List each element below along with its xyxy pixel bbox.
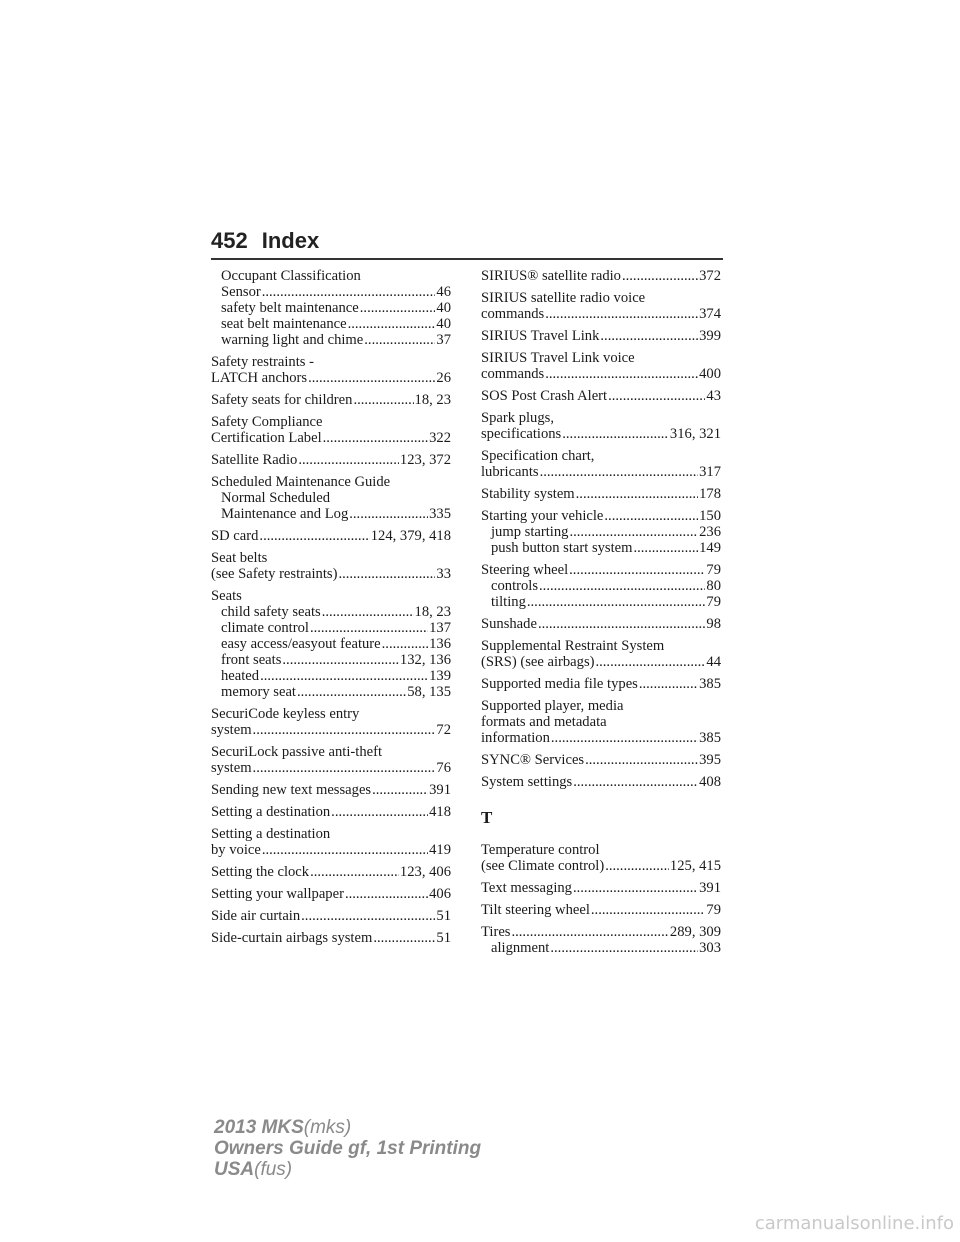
entry-text: information (481, 730, 550, 746)
entry-text: tilting (491, 594, 526, 610)
entry-text: Stability system (481, 486, 575, 502)
entry-text: easy access/easyout feature (221, 636, 381, 652)
leader-dots (298, 452, 399, 468)
page-ref[interactable]: 399 (699, 328, 721, 344)
page-ref[interactable]: 40 (436, 316, 451, 332)
index-entry-setting-wallpaper (211, 886, 451, 902)
footer-region: USA (214, 1159, 255, 1180)
index-entry-text-messaging (481, 880, 721, 896)
entry-text: Side air curtain (211, 908, 301, 924)
leader-dots (260, 668, 428, 684)
page-ref[interactable]: 46 (436, 284, 451, 300)
leader-dots (308, 370, 435, 386)
entry-text: (see Safety restraints) (211, 566, 338, 582)
entry-text: Supplemental Restraint System (481, 638, 665, 654)
leader-dots (595, 654, 705, 670)
entry-line (221, 268, 451, 284)
index-entry-sending-text (211, 782, 451, 798)
entry-text: SYNC® Services (481, 752, 585, 768)
entry-text: SecuriCode keyless entry (211, 706, 360, 722)
entry-text: SIRIUS satellite radio voice (481, 290, 646, 306)
index-entry-safety-compliance (211, 414, 451, 446)
index-column-right (481, 268, 721, 962)
page-ref[interactable]: 385 (699, 676, 721, 692)
entry-text: Steering wheel (481, 562, 569, 578)
leader-dots (633, 540, 698, 556)
entry-text: system (211, 722, 252, 738)
index-entry-sirius-travel-voice (481, 350, 721, 382)
page-ref[interactable]: 374 (699, 306, 721, 322)
entry-text: Tires (481, 924, 511, 940)
entry-text: alignment (491, 940, 550, 956)
index-entry-setting-clock (211, 864, 451, 880)
entry-line (221, 284, 451, 300)
leader-dots (297, 684, 406, 700)
index-entry-stability (481, 486, 721, 502)
subentry-line (221, 316, 451, 332)
leader-dots (348, 316, 436, 332)
page-ref[interactable]: 385 (699, 730, 721, 746)
entry-text: Supported media file types (481, 676, 638, 692)
page-header (211, 228, 319, 254)
leader-dots (360, 300, 436, 316)
leader-dots (545, 306, 698, 322)
entry-text: push button start system (491, 540, 633, 556)
index-entry-sync (481, 752, 721, 768)
leader-dots (301, 908, 435, 924)
leader-dots (608, 388, 705, 404)
index-entry-tilt (481, 902, 721, 918)
entry-text: Satellite Radio (211, 452, 298, 468)
entry-text: SIRIUS® satellite radio (481, 268, 621, 284)
leader-dots (585, 752, 698, 768)
entry-text: Tilt steering wheel (481, 902, 590, 918)
page-ref[interactable]: 79 (706, 902, 721, 918)
leader-dots (545, 366, 698, 382)
entry-text: seat belt maintenance (221, 316, 347, 332)
leader-dots (373, 930, 435, 946)
entry-text: SecuriLock passive anti-theft (211, 744, 383, 760)
leader-dots (353, 392, 413, 408)
index-entry-spec-chart (481, 448, 721, 480)
index-entry-steering (481, 562, 721, 610)
page-ref[interactable]: 139 (429, 668, 451, 684)
index-entry-side-curtain-airbags (211, 930, 451, 946)
page-ref[interactable]: 137 (429, 620, 451, 636)
leader-dots (331, 804, 428, 820)
entry-text: Starting your vehicle (481, 508, 604, 524)
index-entry-securicode (211, 706, 451, 738)
leader-dots (310, 620, 428, 636)
index-entry-system-settings (481, 774, 721, 790)
leader-dots (538, 616, 705, 632)
entry-text: formats and metadata (481, 714, 607, 730)
entry-text: Safety restraints - (211, 354, 314, 370)
page-ref[interactable]: 178 (699, 486, 721, 502)
entry-text: Side-curtain airbags system (211, 930, 373, 946)
leader-dots (262, 842, 428, 858)
entry-text: SIRIUS Travel Link voice (481, 350, 635, 366)
entry-text: front seats (221, 652, 282, 668)
leader-dots (540, 464, 699, 480)
entry-text: controls (491, 578, 539, 594)
entry-text: Specification chart, (481, 448, 595, 464)
leader-dots (262, 284, 436, 300)
leader-dots (576, 486, 698, 502)
page-ref[interactable]: 316, 321 (669, 426, 721, 442)
footer-guide: Owners Guide gf, 1st Printing (214, 1138, 482, 1159)
leader-dots (539, 578, 705, 594)
page-ref[interactable]: 123, 406 (399, 864, 451, 880)
entry-text: Occupant Classification (221, 268, 361, 284)
index-entry-sos (481, 388, 721, 404)
index-entry-setting-destination-voice (211, 826, 451, 858)
page-ref[interactable]: 418 (429, 804, 451, 820)
entry-text: Maintenance and Log (221, 506, 349, 522)
page-ref[interactable]: 98 (706, 616, 721, 632)
entry-text: child safety seats (221, 604, 321, 620)
leader-dots (364, 332, 435, 348)
index-entry-sirius-radio (481, 268, 721, 284)
page-ref[interactable]: 79 (706, 562, 721, 578)
leader-dots (550, 940, 698, 956)
entry-text: Certification Label (211, 430, 322, 446)
page-ref[interactable]: 322 (429, 430, 451, 446)
page-ref[interactable]: 125, 415 (669, 858, 721, 874)
page-ref[interactable]: 76 (436, 760, 451, 776)
entry-text: Sunshade (481, 616, 537, 632)
leader-dots (372, 782, 428, 798)
index-entry-media-types (481, 676, 721, 692)
index-entry-srs (481, 638, 721, 670)
leader-dots (511, 924, 668, 940)
index-entry-tires (481, 924, 721, 956)
page-ref[interactable]: 80 (706, 578, 721, 594)
index-entry-setting-destination (211, 804, 451, 820)
entry-text: Text messaging (481, 880, 572, 896)
page-ref[interactable]: 335 (429, 506, 451, 522)
index-entry-safety-seats (211, 392, 451, 408)
entry-text: lubricants (481, 464, 539, 480)
leader-dots (310, 864, 399, 880)
leader-dots (345, 886, 428, 902)
footer-region-code: (fus) (254, 1159, 293, 1180)
leader-dots (253, 760, 436, 776)
entry-text: Temperature control (481, 842, 600, 858)
entry-text: commands (481, 306, 545, 322)
entry-text: specifications (481, 426, 562, 442)
page-title: Index (261, 228, 320, 253)
index-column-left (211, 268, 451, 952)
entry-text: by voice (211, 842, 261, 858)
leader-dots (573, 774, 698, 790)
leader-dots (622, 268, 698, 284)
page-ref[interactable]: 395 (699, 752, 721, 768)
index-entry-seat-belts (211, 550, 451, 582)
page-ref[interactable]: 132, 136 (399, 652, 451, 668)
page-number: 452 (211, 228, 248, 253)
page-ref[interactable]: 18, 23 (414, 392, 451, 408)
entry-text: Seats (211, 588, 242, 604)
leader-dots (569, 562, 705, 578)
page-ref[interactable]: 317 (699, 464, 721, 480)
index-entry-starting (481, 508, 721, 556)
leader-dots (349, 506, 428, 522)
entry-text: System settings (481, 774, 573, 790)
entry-text: SIRIUS Travel Link (481, 328, 600, 344)
leader-dots (382, 636, 428, 652)
page-ref[interactable]: 372 (699, 268, 721, 284)
page-ref[interactable]: 136 (429, 636, 451, 652)
entry-text: Setting the clock (211, 864, 310, 880)
entry-text: (see Climate control) (481, 858, 605, 874)
entry-text: Safety seats for children (211, 392, 353, 408)
page-ref[interactable]: 44 (706, 654, 721, 670)
index-entry-sd-card (211, 528, 451, 544)
index-entry-safety-restraints (211, 354, 451, 386)
footer-model-code: (mks) (303, 1117, 352, 1138)
page-ref[interactable]: 124, 379, 418 (370, 528, 451, 544)
index-entry-temperature (481, 842, 721, 874)
entry-text: jump starting (491, 524, 569, 540)
page-ref[interactable]: 391 (429, 782, 451, 798)
page-ref[interactable]: 303 (699, 940, 721, 956)
index-entry-spark-plugs (481, 410, 721, 442)
leader-dots (322, 604, 414, 620)
entry-text: Normal Scheduled (221, 490, 331, 506)
leader-dots (573, 880, 698, 896)
entry-text: Setting a destination (211, 804, 331, 820)
page-ref[interactable]: 419 (429, 842, 451, 858)
index-entry-satellite-radio (211, 452, 451, 468)
leader-dots (605, 858, 669, 874)
entry-text: Supported player, media (481, 698, 624, 714)
entry-text: memory seat (221, 684, 296, 700)
entry-text: Sending new text messages (211, 782, 372, 798)
page-ref[interactable]: 408 (699, 774, 721, 790)
page-ref[interactable]: 18, 23 (414, 604, 451, 620)
page-ref[interactable]: 72 (436, 722, 451, 738)
page-ref[interactable]: 391 (699, 880, 721, 896)
entry-text: climate control (221, 620, 309, 636)
entry-text: warning light and chime (221, 332, 364, 348)
leader-dots (639, 676, 698, 692)
entry-text: safety belt maintenance (221, 300, 359, 316)
index-entry-sunshade (481, 616, 721, 632)
section-letter: T (481, 808, 493, 827)
entry-text: Sensor (221, 284, 261, 300)
page-ref[interactable]: 79 (706, 594, 721, 610)
page-ref[interactable]: 40 (436, 300, 451, 316)
page-ref[interactable]: 51 (436, 930, 451, 946)
entry-text: commands (481, 366, 545, 382)
index-entry-seats (211, 588, 451, 700)
index-entry-scheduled-maintenance (211, 474, 451, 522)
index-entry-sirius-travel (481, 328, 721, 344)
entry-text: LATCH anchors (211, 370, 308, 386)
index-entry-side-air-curtain (211, 908, 451, 924)
leader-dots (527, 594, 706, 610)
subentry-line (221, 332, 451, 348)
watermark: carmanualsonline.info (754, 1213, 954, 1234)
footer-model: 2013 MKS (214, 1117, 304, 1138)
page-ref[interactable]: 150 (699, 508, 721, 524)
leader-dots (600, 328, 698, 344)
leader-dots (338, 566, 435, 582)
page-ref[interactable]: 43 (706, 388, 721, 404)
entry-text: SOS Post Crash Alert (481, 388, 608, 404)
page-ref[interactable]: 123, 372 (399, 452, 451, 468)
page-ref[interactable]: 58, 135 (407, 684, 451, 700)
leader-dots (551, 730, 698, 746)
leader-dots (259, 528, 369, 544)
leader-dots (569, 524, 698, 540)
leader-dots (323, 430, 428, 446)
leader-dots (253, 722, 436, 738)
leader-dots (591, 902, 706, 918)
entry-text: (SRS) (see airbags) (481, 654, 595, 670)
leader-dots (282, 652, 399, 668)
entry-text: heated (221, 668, 260, 684)
index-entry-sirius-voice (481, 290, 721, 322)
page-ref[interactable]: 26 (436, 370, 451, 386)
leader-dots (562, 426, 669, 442)
page-ref[interactable]: 400 (699, 366, 721, 382)
index-entry-securilock (211, 744, 451, 776)
entry-text: Safety Compliance (211, 414, 323, 430)
page-ref[interactable]: 51 (436, 908, 451, 924)
page-ref[interactable]: 406 (429, 886, 451, 902)
index-entry-occupant (211, 268, 451, 348)
header-rule (211, 258, 723, 260)
page-ref[interactable]: 289, 309 (669, 924, 721, 940)
entry-text: Spark plugs, (481, 410, 554, 426)
page-ref[interactable]: 149 (699, 540, 721, 556)
page-ref[interactable]: 236 (699, 524, 721, 540)
entry-text: Setting your wallpaper (211, 886, 344, 902)
page-ref[interactable]: 33 (436, 566, 451, 582)
subentry-line (221, 300, 451, 316)
entry-text: Scheduled Maintenance Guide (211, 474, 391, 490)
leader-dots (604, 508, 698, 524)
entry-text: Setting a destination (211, 826, 331, 842)
page-ref[interactable]: 37 (436, 332, 451, 348)
entry-text: system (211, 760, 252, 776)
entry-text: Seat belts (211, 550, 268, 566)
entry-text: SD card (211, 528, 259, 544)
index-entry-player (481, 698, 721, 746)
print-footer (214, 1117, 481, 1180)
